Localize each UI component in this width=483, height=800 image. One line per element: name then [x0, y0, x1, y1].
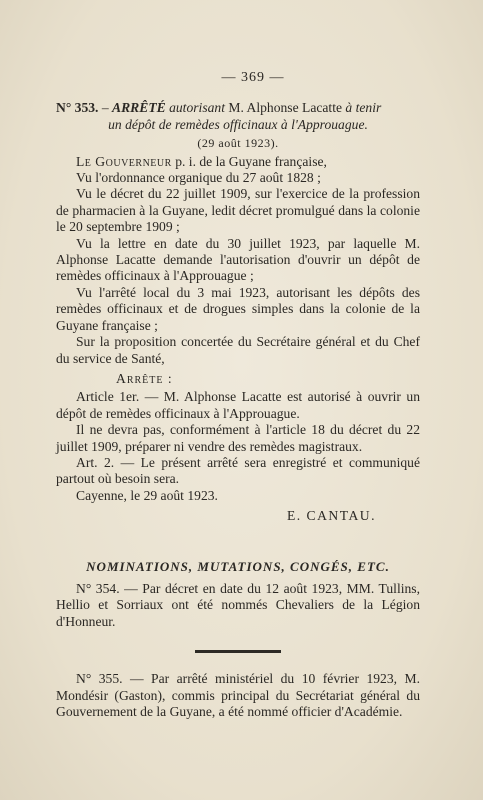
- page-content: [56, 70, 420, 720]
- considerant: Vu le décret du 22 juillet 1909, sur l'exercice de la profession de pharmacien à la Guyane, ledit décret promulgué dans la colonie le 20 septembre 1909 ;: [56, 186, 420, 235]
- article: Article 1er. — M. Alphonse Lacatte est autorisé à ouvrir un dépôt de remèdes officinaux à l'Approuague.: [56, 389, 420, 421]
- considerant: Sur la proposition concertée du Secrétaire général et du Chef du service de Santé,: [56, 334, 420, 366]
- item-354: N° 354. — Par décret en date du 12 août 1923, MM. Tullins, Hellio et Sorriaux ont été nommés Chevaliers de la Légion d'Honneur.: [56, 580, 420, 629]
- governor-line: [56, 154, 420, 170]
- arrete-label: Arrête :: [116, 370, 173, 386]
- article: Art. 2. — Le présent arrêté sera enregistré et communiqué partout où besoin sera.: [56, 454, 420, 487]
- considerant: Vu l'arrêté local du 3 mai 1923, autorisant les dépôts des remèdes officinaux et de drogues simples dans la colonie de la Guyane française ;: [56, 284, 420, 333]
- decree-353-number: N° 353.: [56, 100, 99, 116]
- governor-title: Le Gouverneur: [76, 153, 172, 169]
- page-number: — 369 —: [221, 70, 285, 85]
- governor-rest: p. i. de la Guyane française,: [171, 153, 327, 169]
- decree-353-dash: –: [98, 100, 113, 116]
- place-date: Cayenne, le 29 août 1923.: [76, 487, 218, 503]
- decree-353-lead: ARRÊTÉ: [112, 100, 166, 116]
- item-355: N° 355. — Par arrêté ministériel du 10 février 1923, M. Mondésir (Gaston), commis principal du Secrétariat général du Gouvernement de la Guyane, a été nommé officier d'Académie.: [56, 671, 420, 719]
- article: Il ne devra pas, conformément à l'article 18 du décret du 22 juillet 1909, préparer ni vendre des remèdes magistraux.: [56, 422, 420, 454]
- decree-353-title-part1: autorisant: [165, 100, 225, 116]
- separator-rule: [195, 650, 281, 653]
- signature: E. CANTAU.: [286, 508, 376, 524]
- considerant: Vu la lettre en date du 30 juillet 1923, par laquelle M. Alphonse Lacatte demande l'autorisation d'ouvrir un dépôt de remèdes officinaux à l'Approuague ;: [56, 235, 420, 284]
- considerant: Vu l'ordonnance organique du 27 août 1828 ;: [76, 170, 321, 186]
- section-title: NOMINATIONS, MUTATIONS, CONGÉS, ETC.: [86, 558, 390, 574]
- decree-353-title-line2: un dépôt de remèdes officinaux à l'Approuague.: [108, 116, 368, 132]
- decree-353-date: (29 août 1923).: [197, 136, 279, 151]
- decree-353-heading: [56, 100, 420, 133]
- decree-353-title-part2: M. Alphonse Lacatte: [224, 100, 346, 116]
- decree-353-title-part3: à tenir: [345, 100, 382, 116]
